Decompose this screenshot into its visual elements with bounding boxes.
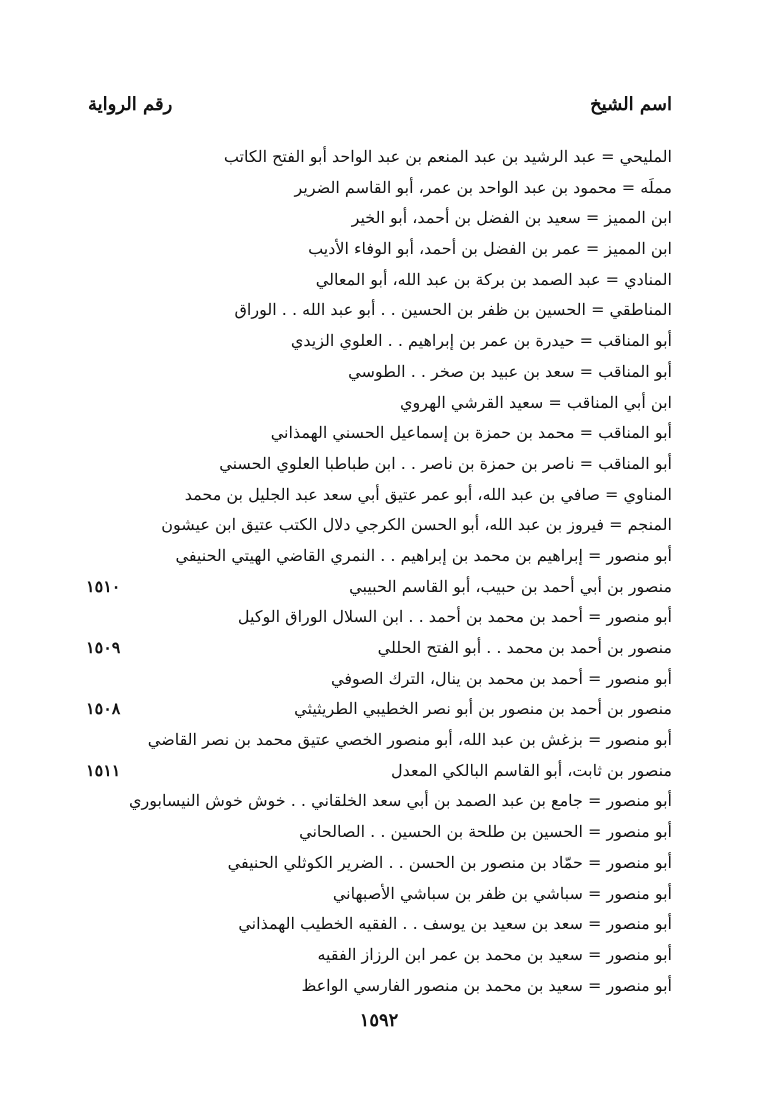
list-item bbox=[80, 694, 672, 725]
list-item bbox=[80, 940, 672, 971]
list-item bbox=[80, 510, 672, 541]
entry-text: أبو منصور = جامع بن عبد الصمد بن أبي سعد الخلقاني . . خوش خوش النيسابوري bbox=[129, 791, 672, 811]
entry-text: المنادي = عبد الصمد بن بركة بن عبد الله، أبو المعالي bbox=[315, 269, 672, 289]
list-item bbox=[80, 664, 672, 695]
entry-text: أبو منصور = سباشي بن ظفر بن سباشي الأصبهاني bbox=[332, 883, 672, 903]
list-item bbox=[80, 388, 672, 419]
entry-text: المناطقي = الحسين بن ظفر بن الحسين . . أبو عبد الله . . الوراق bbox=[234, 300, 672, 320]
list-item bbox=[80, 357, 672, 388]
entry-text: أبو منصور = سعيد بن محمد بن عمر ابن الرزاز الفقيه bbox=[317, 944, 672, 964]
entry-text: المناوي = صافي بن عبد الله، أبو عمر عتيق أبي سعد عبد الجليل بن محمد bbox=[184, 484, 672, 504]
list-item bbox=[80, 848, 672, 879]
entry-text: أبو منصور = إبراهيم بن محمد بن إبراهيم . . النمري القاضي الهيتي الحنيفي bbox=[175, 545, 672, 565]
entry-text: أبو منصور = سعد بن سعيد بن يوسف . . الفقيه الخطيب الهمذاني bbox=[238, 914, 672, 934]
number-column-heading: رقم الرواية bbox=[88, 94, 173, 115]
narration-number: ١٥٠٨ bbox=[86, 699, 121, 719]
list-item bbox=[80, 602, 672, 633]
list-item bbox=[80, 418, 672, 449]
list-item bbox=[80, 572, 672, 603]
entry-text: أبو منصور = الحسين بن طلحة بن الحسين . . الصالحاني bbox=[299, 822, 672, 842]
entry-text: مملَه = محمود بن عبد الواحد بن عمر، أبو القاسم الضرير bbox=[294, 177, 672, 197]
list-item bbox=[80, 203, 672, 234]
entry-text: منصور بن أحمد بن محمد . . أبو الفتح الحللي bbox=[377, 638, 672, 657]
list-item bbox=[80, 295, 672, 326]
entry-text: أبو المناقب = حيدرة بن عمر بن إبراهيم . . العلوي الزيدي bbox=[290, 331, 672, 351]
page-number: ١٥٩٢ bbox=[359, 1010, 399, 1031]
narration-number: ١٥٠٩ bbox=[86, 638, 121, 657]
name-column-heading: اسم الشيخ bbox=[590, 94, 672, 115]
list-item bbox=[80, 633, 672, 664]
list-item bbox=[80, 326, 672, 357]
entry-text: المليحي = عبد الرشيد بن عبد المنعم بن عبد الواحد أبو الفتح الكاتب bbox=[223, 147, 672, 166]
entry-text: أبو منصور = سعيد بن محمد بن منصور الفارسي الواعظ bbox=[301, 975, 672, 995]
entry-text: ابن المميز = عمر بن الفضل بن أحمد، أبو الوفاء الأديب bbox=[308, 239, 672, 259]
entry-text: منصور بن أبي أحمد بن حبيب، أبو القاسم الحبيبي bbox=[349, 576, 672, 596]
list-item bbox=[80, 879, 672, 910]
list-item bbox=[80, 725, 672, 756]
list-item bbox=[80, 817, 672, 848]
entry-text: أبو منصور = أحمد بن محمد بن أحمد . . ابن السلال الوراق الوكيل bbox=[237, 607, 672, 627]
entry-text: أبو المناقب = سعد بن عبيد بن صخر . . الطوسي bbox=[348, 361, 672, 381]
list-item bbox=[80, 234, 672, 265]
entry-text: المنجم = فيروز بن عبد الله، أبو الحسن الكرجي دلال الكتب عتيق ابن عيشون bbox=[161, 515, 672, 535]
list-item bbox=[80, 142, 672, 173]
list-item bbox=[80, 541, 672, 572]
entry-text: أبو المناقب = ناصر بن حمزة بن ناصر . . ابن طباطبا العلوي الحسني bbox=[219, 453, 672, 473]
list-item bbox=[80, 786, 672, 817]
entry-text: أبو منصور = حمّاد بن منصور بن الحسن . . الضرير الكوثلي الحنيفي bbox=[227, 852, 672, 872]
entry-text: ابن أبي المناقب = سعيد القرشي الهروي bbox=[400, 392, 672, 412]
narration-number: ١٥١١ bbox=[86, 760, 121, 780]
entry-text: منصور بن أحمد بن منصور بن أبو نصر الخطيبي الطريثيثي bbox=[294, 699, 672, 719]
list-item bbox=[80, 480, 672, 511]
entry-text: أبو منصور = بزغش بن عبد الله، أبو منصور الخصي عتيق محمد بن نصر القاضي bbox=[147, 730, 672, 750]
narration-number: ١٥١٠ bbox=[86, 576, 121, 596]
list-item bbox=[80, 909, 672, 940]
entry-text: أبو منصور = أحمد بن محمد بن ينال، الترك الصوفي bbox=[331, 668, 672, 688]
list-item bbox=[80, 449, 672, 480]
entry-text: ابن المميز = سعيد بن الفضل بن أحمد، أبو الخير bbox=[351, 208, 672, 228]
list-item bbox=[80, 971, 672, 1002]
entry-list bbox=[80, 142, 672, 1001]
entry-text: منصور بن ثابت، أبو القاسم البالكي المعدل bbox=[391, 760, 672, 780]
column-header bbox=[88, 94, 672, 124]
list-item bbox=[80, 756, 672, 787]
list-item bbox=[80, 173, 672, 204]
entry-text: أبو المناقب = محمد بن حمزة بن إسماعيل الحسني الهمذاني bbox=[270, 423, 672, 443]
list-item bbox=[80, 265, 672, 296]
